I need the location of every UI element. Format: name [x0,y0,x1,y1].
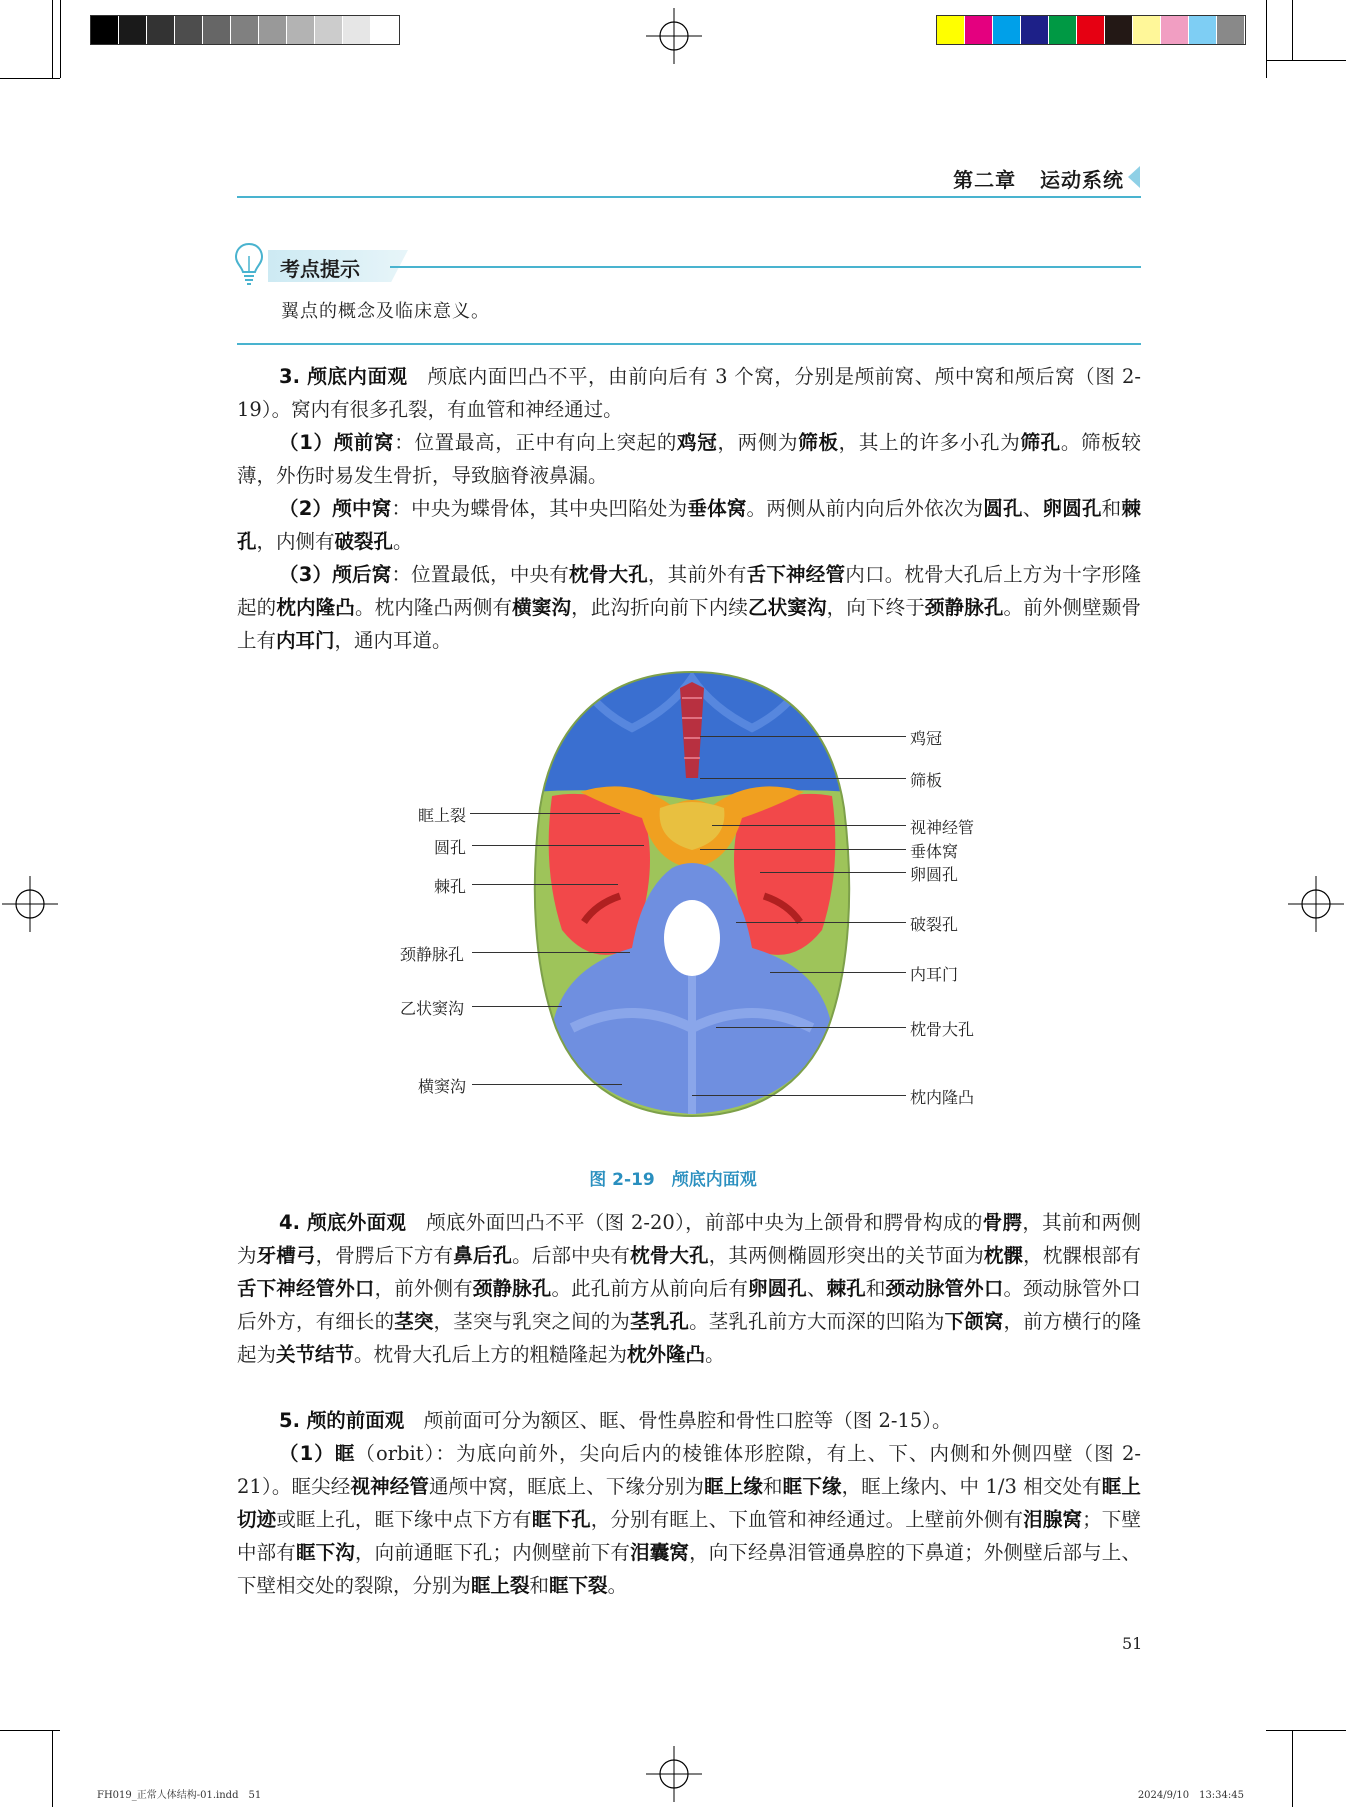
paragraph-text: 颅底内面凹凸不平，由前向后有 3 个窝，分别是颅前窝、颅中窝和颅后窝（图 2-19）。窝内有很多孔裂，有血管和神经通过。 [237,365,1141,421]
figure-label: 鸡冠 [910,729,943,748]
calibration-swatch [91,16,119,44]
registration-mark-icon [646,8,702,64]
paragraph-text: ，向下终于 [826,596,925,619]
paragraph-text: ，枕髁根部有 [1023,1244,1141,1267]
paragraph-text: ，茎突与乳突之间的为 [433,1310,631,1333]
bold-term: 舌下神经管外口 [237,1277,375,1300]
calibration-swatch [937,16,965,44]
calibration-swatch [203,16,231,44]
header-arrow-icon [1128,166,1140,188]
figure-label: 枕骨大孔 [910,1020,975,1039]
calibration-swatch [1189,16,1217,44]
bold-term: 眶上裂 [471,1574,530,1597]
figure-label: 横窦沟 [418,1077,467,1096]
paragraph-anterior-fossa [237,426,1141,492]
bold-term: 泪囊窝 [630,1541,690,1564]
paragraph-text: ：位置最高，正中有向上突起的 [394,431,678,454]
bold-term: （3）颅后窝 [279,563,392,586]
paragraph-text: 。筛板较薄，外伤时易发生骨折，导致脑脊液鼻漏。 [237,431,1141,487]
bold-term: 4. 颅底外面观 [279,1211,407,1234]
figure-label: 枕内隆凸 [910,1088,975,1107]
bold-term: 关节结节 [276,1343,355,1366]
figure-label: 颈静脉孔 [400,945,465,964]
calibration-swatch [315,16,343,44]
paragraph-text: ：中央为蝶骨体，其中央凹陷处为 [391,497,688,520]
crop-mark [52,1730,53,1807]
paragraph-text: 、 [1022,497,1043,520]
paragraph-text: 颅底外面凹凸不平（图 2-20），前部中央为上颌骨和腭骨构成的 [406,1211,983,1234]
lightbulb-icon [234,242,264,288]
bold-term: 下颌窝 [944,1310,1004,1333]
paragraph-skull-front [237,1404,1141,1437]
figure-label: 棘孔 [434,877,467,896]
crop-mark [0,1730,60,1731]
paragraph-text: 。茎乳孔前方大而深的凹陷为 [689,1310,945,1333]
paragraph-text: 。 [705,1343,725,1366]
calibration-swatch [1077,16,1105,44]
bold-term: 泪腺窝 [1023,1508,1083,1531]
calibration-swatch [147,16,175,44]
calibration-swatch [1049,16,1077,44]
paragraph-text: 。此孔前方从前向后有 [551,1277,748,1300]
paragraph-text: 、 [806,1277,827,1300]
paragraph-text: 通颅中窝，眶底上、下缘分别为 [429,1475,705,1498]
leader-line [716,1027,906,1028]
paragraph-text: 颅前面可分为额区、眶、骨性鼻腔和骨性口腔等（图 2-15）。 [404,1409,952,1432]
bold-term: 棘孔 [826,1277,866,1300]
paragraph-posterior-fossa [237,558,1141,657]
calibration-swatch [1161,16,1189,44]
tip-rule [390,266,1141,268]
crop-mark [1292,1730,1293,1807]
leader-line [736,922,906,923]
calibration-swatch [119,16,147,44]
bold-term: 舌下神经管 [746,563,846,586]
paragraph-text: 。后部中央有 [512,1244,631,1267]
bold-term: 枕外隆凸 [627,1343,706,1366]
paragraph-text: 和 [529,1574,550,1597]
paragraph-text: ，向下经鼻泪管通鼻腔的下鼻道；外侧壁后部与上、下壁相交处的裂隙，分别为 [237,1541,1141,1597]
leader-line [692,1095,906,1096]
paragraph-text: 。枕内隆凸两侧有 [354,596,513,619]
leader-line [712,825,906,826]
paragraph-text: 和 [763,1475,783,1498]
leader-line [472,1006,562,1007]
header-rule [237,196,1141,198]
figure-label: 垂体窝 [910,842,959,861]
bold-term: 鼻后孔 [453,1244,513,1267]
bold-term: （2）颅中窝 [279,497,392,520]
registration-mark-icon [2,876,58,932]
paragraph-text: ，前方横行的隆起为 [237,1310,1141,1366]
bold-term: 颈静脉孔 [472,1277,552,1300]
calibration-swatch [259,16,287,44]
bold-term: 眶下沟 [295,1541,355,1564]
calibration-swatch [965,16,993,44]
crop-mark [0,78,60,79]
paragraph-text: 。枕骨大孔后上方的粗糙隆起为 [354,1343,628,1366]
paragraph-skull-base-internal [237,360,1141,426]
calibration-swatch [1021,16,1049,44]
figure-label: 内耳门 [910,965,959,984]
bold-term: 眶下裂 [549,1574,608,1597]
registration-mark-icon [1288,876,1344,932]
color-calibration-bar [936,15,1246,45]
bold-term: （1）颅前窝 [279,431,395,454]
paragraph-text: 。两侧从前内向后外依次为 [746,497,984,520]
crop-mark [60,0,61,78]
paragraph-text: ，眶上缘内、中 1/3 相交处有 [841,1475,1102,1498]
figure-label: 视神经管 [910,818,975,837]
figure-label: 卵圆孔 [910,865,959,884]
paragraph-text: ，通内耳道。 [334,629,452,652]
chapter-title: 运动系统 [1040,168,1124,192]
bold-term: 眶下孔 [531,1508,591,1531]
figure-label: 筛板 [910,771,943,790]
paragraph-text: 。颈动脉管外口后外方，有细长的 [237,1277,1141,1333]
bold-term: 圆孔 [983,497,1023,520]
bold-term: 卵圆孔 [747,1277,807,1300]
page-number: 51 [1122,1634,1143,1653]
calibration-swatch [287,16,315,44]
bold-term: 眶下缘 [782,1475,842,1498]
figure-label: 圆孔 [434,838,467,857]
print-slug-date: 2024/9/10 13:34:45 [1137,1790,1244,1801]
paragraph-text: 或眶上孔，眶下缘中点下方有 [276,1508,532,1531]
bold-term: 枕骨大孔 [569,563,648,586]
print-slug-file: FH019_正常人体结构-01.indd 51 [97,1790,262,1801]
bold-term: 枕内隆凸 [276,596,355,619]
paragraph-text: ，前外侧有 [374,1277,473,1300]
bold-term: 茎突 [394,1310,434,1333]
bold-term: 鸡冠 [677,431,718,454]
calibration-swatch [1105,16,1133,44]
figure-label: 破裂孔 [910,915,959,934]
tip-title: 考点提示 [280,257,360,281]
paragraph-skull-base-external [237,1206,1141,1371]
calibration-swatch [371,16,399,44]
bold-term: 茎乳孔 [630,1310,690,1333]
calibration-swatch [231,16,259,44]
leader-line [472,845,644,846]
running-header [953,164,1124,193]
bold-term: 眶上切迹 [237,1475,1141,1531]
bold-term: 5. 颅的前面观 [279,1409,405,1432]
bold-term: 视神经管 [350,1475,430,1498]
paragraph-text: ，其前外有 [647,563,747,586]
bold-term: 卵圆孔 [1042,497,1102,520]
paragraph-middle-fossa [237,492,1141,558]
paragraph-text: ，其上的许多小孔为 [838,431,1021,454]
tip-body: 翼点的概念及临床意义。 [281,301,490,322]
crop-mark [1292,0,1293,60]
registration-mark-icon [646,1746,702,1802]
paragraph-text: 。前外侧壁颞骨上有 [237,596,1141,652]
chapter-number: 第二章 [953,168,1017,192]
gray-calibration-bar [90,15,400,45]
leader-line [472,884,618,885]
paragraph-text: 。 [607,1574,628,1597]
crop-mark [1266,1730,1346,1731]
bold-term: 内耳门 [276,629,335,652]
paragraph-text: ，两侧为 [717,431,799,454]
calibration-swatch [1217,16,1245,44]
bold-term: 棘孔 [237,497,1141,553]
bold-term: 枕髁 [983,1244,1024,1267]
paragraph-text: （orbit）：为底向前外，尖向后内的棱锥体形腔隙，有上、下、内侧和外侧四壁（图 2-21）。眶尖经 [237,1442,1141,1498]
leader-line [470,813,620,814]
bold-term: （1）眶 [279,1442,356,1465]
bold-term: 眶上缘 [704,1475,764,1498]
leader-line [472,1084,622,1085]
crop-mark [52,0,53,78]
bold-term: 破裂孔 [334,530,394,553]
paragraph-text: ，骨腭后下方有 [315,1244,454,1267]
paragraph-text: ，其前和两侧为 [237,1211,1141,1267]
calibration-swatch [175,16,203,44]
paragraph-text: 和 [1101,497,1122,520]
leader-line [760,872,906,873]
bold-term: 3. 颅底内面观 [279,365,408,388]
figure-caption: 图 2-19 颅底内面观 [589,1170,757,1190]
crop-mark [1266,0,1267,78]
bold-term: 垂体窝 [687,497,747,520]
leader-line [770,972,906,973]
leader-line [700,849,906,850]
paragraph-text: ，分别有眶上、下血管和神经通过。上壁前外侧有 [590,1508,1024,1531]
bold-term: 乙状窦沟 [748,596,827,619]
figure-label: 眶上裂 [418,806,467,825]
bold-term: 筛孔 [1020,431,1061,454]
calibration-swatch [1133,16,1161,44]
leader-line [472,952,630,953]
bold-term: 横窦沟 [512,596,572,619]
bold-term: 牙槽弓 [256,1244,316,1267]
figure-label: 乙状窦沟 [400,999,465,1018]
paragraph-text: ：位置最低，中央有 [391,563,570,586]
paragraph-text: ，内侧有 [256,530,335,553]
leader-line [700,778,906,779]
paragraph-text: ，此沟折向前下内续 [571,596,749,619]
paragraph-text: 。 [393,530,413,553]
bold-term: 筛板 [798,431,839,454]
bold-term: 骨腭 [982,1211,1023,1234]
bold-term: 颈动脉管外口 [885,1277,1004,1300]
tip-bottom-rule [237,343,1141,345]
paragraph-text: ，其两侧椭圆形突出的关节面为 [708,1244,984,1267]
paragraph-text: 和 [865,1277,886,1300]
paragraph-text: 内口。枕骨大孔后上方为十字形隆起的 [237,563,1141,619]
calibration-swatch [993,16,1021,44]
bold-term: 枕骨大孔 [630,1244,709,1267]
paragraph-text: ；下壁中部有 [237,1508,1141,1564]
calibration-swatch [343,16,371,44]
paragraph-orbit [237,1437,1141,1602]
crop-mark [1266,60,1346,61]
paragraph-text: ，向前通眶下孔；内侧壁前下有 [354,1541,631,1564]
bold-term: 颈静脉孔 [924,596,1004,619]
leader-line [700,736,906,737]
